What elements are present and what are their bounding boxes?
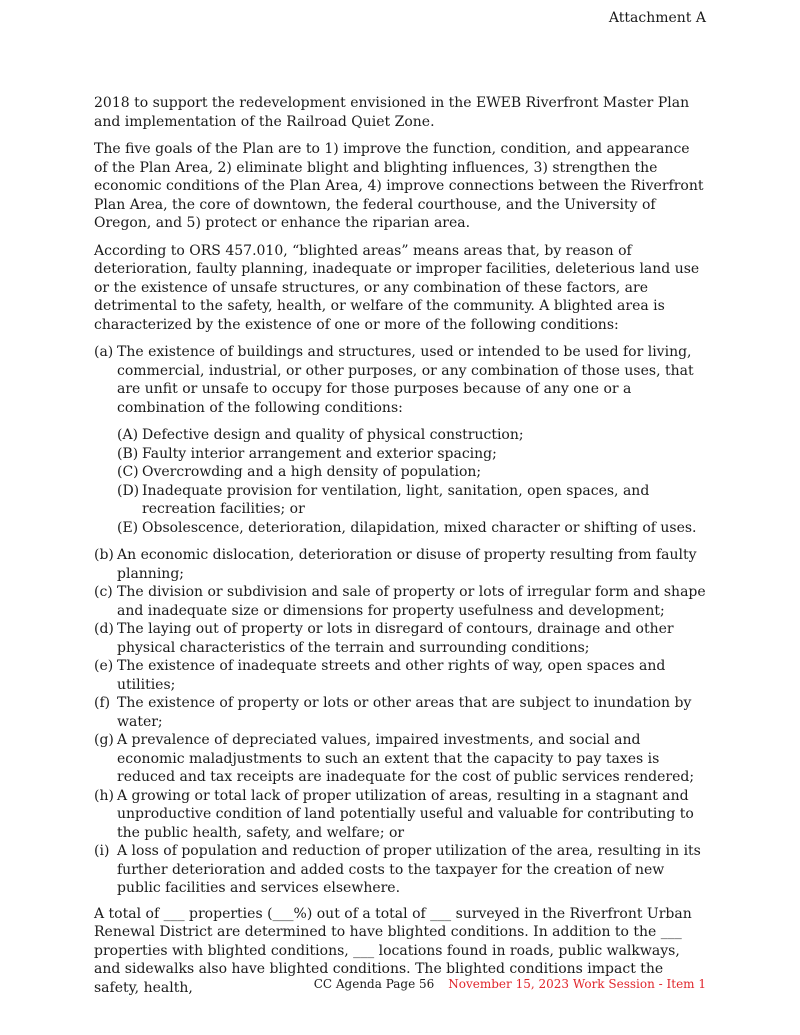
condition-label: (g) [94, 732, 114, 748]
condition-item-d [94, 620, 706, 657]
condition-item-g [94, 731, 706, 787]
condition-item-c [94, 583, 706, 620]
intro-paragraph: 2018 to support the redevelopment envisioned in the EWEB Riverfront Master Plan and implementation of the Railroad Quiet Zone. [94, 95, 690, 130]
sub-condition-item [117, 519, 706, 538]
condition-item-h [94, 787, 706, 843]
attachment-label: Attachment A [608, 10, 706, 26]
sub-condition-item [117, 426, 706, 445]
blighted-definition-paragraph: According to ORS 457.010, “blighted areas” means areas that, by reason of deterioration, faulty planning, inadequate or improper facilities, deleterious land use or the existence of unsafe structures, or any combination of these factors, are detrimental to the safety, health, or welfare of the community. A blighted area is characterized by the existence of one or more of the following conditions: [94, 242, 700, 333]
condition-text: The existence of property or lots or other areas that are subject to inundation by water; [117, 695, 692, 730]
condition-item-f [94, 694, 706, 731]
condition-text: A prevalence of depreciated values, impaired investments, and social and economic maladjustments to such an extent that the capacity to pay taxes is reduced and tax receipts are inadequate for the cost of public services rendered; [117, 732, 695, 785]
condition-text: The division or subdivision and sale of property or lots of irregular form and shape and inadequate size or dimensions for property usefulness and development; [117, 584, 706, 619]
condition-text: The laying out of property or lots in disregard of contours, drainage and other physical characteristics of the terrain and surrounding conditions; [117, 621, 674, 656]
condition-item-e [94, 657, 706, 694]
sub-condition-text: Overcrowding and a high density of population; [142, 464, 482, 480]
work-session-label: November 15, 2023 Work Session - Item 1 [448, 977, 706, 991]
plan-goals-paragraph: The five goals of the Plan are to 1) improve the function, condition, and appearance of the Plan Area, 2) eliminate blight and blighting influences, 3) strengthen the economic conditions of the Plan Area, 4) improve connections between the Riverfront Plan Area, the core of downtown, the federal courthouse, and the University of Oregon, and 5) protect or enhance the riparian area. [94, 141, 704, 231]
sub-condition-label: (C) [117, 464, 139, 480]
condition-label: (d) [94, 621, 114, 637]
condition-text: A loss of population and reduction of proper utilization of the area, resulting in its further deterioration and added costs to the taxpayer for the creation of new public facilities and services elsewhere. [117, 843, 701, 896]
condition-label: (h) [94, 787, 114, 804]
sub-condition-label: (A) [117, 427, 139, 443]
sub-condition-text: Faulty interior arrangement and exterior spacing; [142, 445, 497, 462]
blight-conditions-list [94, 343, 706, 898]
condition-text: The existence of buildings and structures, used or intended to be used for living, commercial, industrial, or other purposes, or any combination of those uses, that are unfit or unsafe to occupy for those purposes because of any one or a combination of the following conditions: [117, 344, 694, 416]
sub-condition-item [117, 482, 706, 519]
sub-condition-item [117, 463, 706, 482]
condition-label: (a) [94, 344, 114, 360]
sub-condition-text: Obsolescence, deterioration, dilapidation, mixed character or shifting of uses. [142, 519, 697, 536]
agenda-page-number: CC Agenda Page 56 [313, 977, 435, 991]
sub-condition-label: (D) [117, 482, 140, 499]
condition-text: An economic dislocation, deterioration or disuse of property resulting from faulty planning; [117, 547, 697, 582]
condition-label: (e) [94, 658, 114, 674]
sub-condition-text: Inadequate provision for ventilation, light, sanitation, open spaces, and recreation facilities; or [142, 482, 650, 517]
survey-results-paragraph: A total of ___ properties (___%) out of a total of ___ surveyed in the Riverfront Urban Renewal District are determined to have blighted conditions. In addition to the ___ properties with blighted conditions, ___ locations found in roads, public walkways, and sidewalks also have blighted conditions. The blighted conditions impact the safety, health, [94, 905, 692, 996]
sub-conditions-list [117, 426, 706, 537]
condition-item-b [94, 546, 706, 583]
sub-condition-label: (E) [117, 519, 139, 536]
condition-text: A growing or total lack of proper utilization of areas, resulting in a stagnant and unproductive condition of land potentially useful and valuable for contributing to the public health, safety, and welfare; or [117, 787, 694, 841]
page-footer [314, 977, 706, 991]
condition-label: (c) [94, 584, 113, 600]
sub-condition-item [117, 445, 706, 464]
condition-label: (b) [94, 547, 114, 563]
condition-text: The existence of inadequate streets and other rights of way, open spaces and utilities; [117, 658, 666, 693]
condition-item-i [94, 842, 706, 898]
condition-label: (f) [94, 695, 111, 711]
sub-condition-text: Defective design and quality of physical construction; [142, 427, 524, 443]
condition-label: (i) [94, 843, 110, 859]
condition-item-a [94, 343, 706, 417]
document-body [94, 94, 706, 1006]
sub-condition-label: (B) [117, 445, 139, 462]
